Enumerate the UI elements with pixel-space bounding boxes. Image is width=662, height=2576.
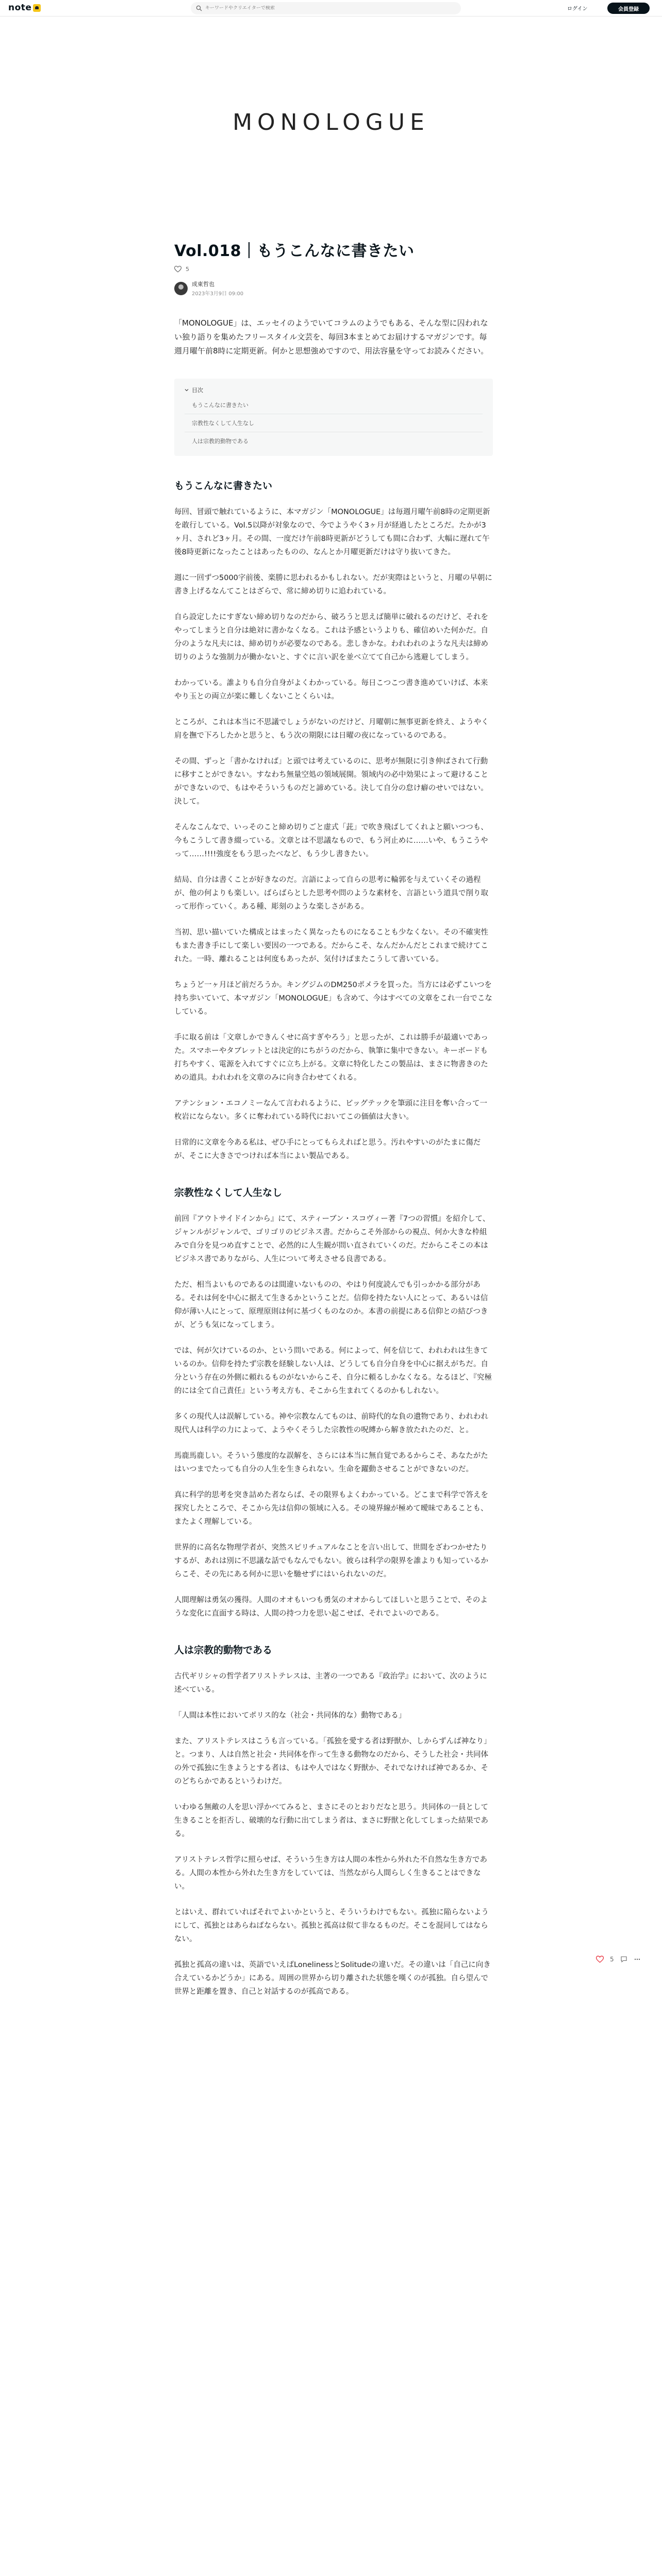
- toc-item[interactable]: もうこんなに書きたい: [185, 396, 483, 414]
- more-icon[interactable]: [634, 1956, 641, 1963]
- toc-label: 目次: [192, 387, 203, 394]
- paragraph: 当初、思い描いていた構成とはまったく異なったものになることも少なくない。その不確実性もまた書き手にして楽しい要因の一つである。だからこそ、なんだかんだとこれまで続けてこれた。一時、離れることは何度もあったが、気付けばまたこうして書いている。: [174, 928, 488, 963]
- paragraph: 孤独と孤高の違いは、英語でいえばLonelinessとSolitudeの違いだ。その違いは「自己に向き合えているかどうか」にある。周囲の世界から切り離された状態を嘆くのが孤独。自ら望んで世界と距離を置き、自己と対話するのが孤高である。: [174, 1961, 491, 1996]
- toc-toggle[interactable]: [185, 386, 483, 394]
- section-heading: 人は宗教的動物である: [174, 1645, 273, 1656]
- like-count: 5: [186, 266, 189, 273]
- logo-badge-icon: [33, 4, 41, 12]
- chevron-down-icon: [185, 388, 189, 392]
- section-heading: 宗教性なくして人生なし: [174, 1187, 283, 1198]
- paragraph: 真に科学的思考を突き詰めた者ならば、その限界もよくわかっている。どこまで科学で答えを探究したところで、そこから先は信仰の領域に入る。その境界線が極めて曖昧であることも、またよく理解している。: [174, 1491, 488, 1526]
- paragraph: 多くの現代人は誤解している。神や宗教なんてものは、前時代的な負の遺物であり、われわれ現代人は科学の力によって、ようやくそうした宗教性の呪縛から解き放たれたのだ、と。: [174, 1413, 488, 1434]
- article-intro: 「MONOLOGUE」は、エッセイのようでいてコラムのようでもある、そんな型に囚われない独り語りを集めたフリースタイル文芸を、毎回3本まとめてお届けするマガジンです。毎週月曜午前8時に定期更新。何かと思想強めですので、用法容量を守ってお読みください。: [174, 318, 489, 355]
- paragraph: 人間理解は勇気の獲得。人間のオオもいつも勇気のオオからしてほしいと思うことで、そのような変化に直面する時は、人間の持つ力を思い起こせば、それでよいのである。: [174, 1596, 488, 1618]
- paragraph: 馬鹿馬鹿しい。そういう態度的な誤解を、さらには本当に無自覚であるからこそ、あなたがたはいつまでたっても自分の人生を生きられない。生命を躍動させることができないのだ。: [174, 1452, 488, 1473]
- paragraph: また、アリストテレスはこうも言っている。「孤独を愛する者は野獣か、しからずんば神なり」と。つまり、人は自然と社会・共同体を作って生きる動物なのだから、そうした社会・共同体の外で孤独に生きようとする者は、もはや人ではなく野獣か、それでなければ神であるか、そのどちらかであるというわけだ。: [174, 1737, 491, 1786]
- paragraph: ところが、これは本当に不思議でしょうがないのだけど、月曜朝に無事更新を終え、ようやく肩を撫で下ろしたかと思うと、もう次の期限には日曜の夜になっているのである。: [174, 718, 489, 740]
- article: [174, 240, 493, 1998]
- table-of-contents: [174, 379, 493, 456]
- paragraph: アリストテレス哲学に照らせば、そういう生き方は人間の本性から外れた不自然な生き方である。人間の本性から外れた生き方をしていては、当然ながら人間らしく生きることはできない。: [174, 1856, 487, 1891]
- paragraph: 古代ギリシャの哲学者アリストテレスは、主著の一つである『政治学』において、次のように述べている。: [174, 1672, 487, 1694]
- heart-icon[interactable]: [174, 266, 181, 273]
- paragraph: 「人間は本性においてポリス的な（社会・共同体的な）動物である」: [174, 1711, 406, 1720]
- paragraph: とはいえ、群れていればそれでよいかというと、そういうわけでもない。孤独に陥らないようにして、孤独とはあらねばならない。孤独と孤高は似て非なるものだ。そこを混同してはならない。: [174, 1908, 489, 1943]
- paragraph: アテンション・エコノミーなんて言われるように、ビッグテックを筆頭に注目を奪い合って一枚岩にならない。多くに奪われている時代においてこの価値は大きい。: [174, 1099, 488, 1121]
- search-icon: [196, 5, 202, 11]
- paragraph: 世界的に高名な物理学者が、突然スピリチュアルなことを言い出して、世間をざわつかせたりするが、あれは別に不思議な話でもなんでもない。彼らは科学の限界を誰よりも知っているからこそ、その先にある何かに思いを馳せずにはいられないのだ。: [174, 1544, 488, 1579]
- login-link[interactable]: ログイン: [567, 6, 588, 12]
- paragraph: その間、ずっと「書かなければ」と頭では考えているのに、思考が無限に引き伸ばされて行動に移すことができない。すなわち無量空処の領域展開。領域内の必中効果によって避けることができないので、もはやそういうものだと諦めている。決して自分の怠け癖のせいではない。決して。: [174, 757, 488, 806]
- like-row: [174, 266, 493, 273]
- paragraph: 手に取る前は「文章しかできんくせに高すぎやろう」と思ったが、これは勝手が最適いであった。スマホーやタブレットとは決定的にちがうのだから、執筆に集中できない。キーボードも打ちやすく、電源を入れてすぐに立ち上がる。文章に特化したこの製品は、まさに物書きのための道具。われわれを文章のみに向き合わせてくれる。: [174, 1033, 488, 1082]
- paragraph: 毎回、冒頭で触れているように、本マガジン「MONOLOGUE」は毎週月曜午前8時の定期更新を敢行している。Vol.5以降が対象なので、今でようやく3ヶ月が経過したところだ。たかが3ヶ月、されど3ヶ月。その間、一度だけ午前8時更新がどうしても間に合わず、大幅に遅れて午後8時更新になったことはあったものの、なんとか月曜更新だけは守り抜いてきた。: [174, 508, 490, 556]
- paragraph: ただ、相当よいものであるのは間違いないものの、やはり何度読んでも引っかかる部分がある。それは何を中心に据えて生きるかということだ。信仰を持たない人にとって、あるいは信仰が薄い人にとって、原理原則は何に基づくものなのか。本書の前提にある信仰との結びつきが、どうも気になってしまう。: [174, 1281, 488, 1329]
- cover-masthead: MONOLOGUE: [233, 109, 429, 135]
- signup-button[interactable]: 会員登録: [607, 3, 650, 14]
- comment-icon[interactable]: [620, 1956, 627, 1963]
- toc-item[interactable]: 人は宗教的動物である: [192, 438, 249, 445]
- global-header: [0, 0, 662, 16]
- paragraph: 自ら設定したにすぎない締め切りなのだから、破ろうと思えば簡単に破れるのだけど、それをやってしまうと自分は絶対に書かなくなる。これは予感というよりも、確信めいた何かだ。自分のような凡夫には、締め切りが必要なのである。悲しきかな。われわれのような凡夫は締め切りのような強制力が働かないと、すぐに言い訳を並べ立てて自己から逃避してしまう。: [174, 613, 488, 662]
- author-name[interactable]: 成東哲也: [192, 281, 214, 287]
- paragraph: わかっている。誰よりも自分自身がよくわかっている。毎日こつこつ書き進めていけば、本来やり玉との両立が楽に難しくないことくらいは。: [174, 679, 488, 701]
- search-box[interactable]: [191, 2, 461, 14]
- note-logo[interactable]: [8, 3, 41, 13]
- section-heading: もうこんなに書きたい: [174, 480, 273, 492]
- search-input[interactable]: [205, 6, 422, 11]
- paragraph: 日常的に文章を今ある私は、ぜひ手にとってもらえればと思う。汚れやすいのがたまに傷だが、そこに大きさでつければ本当によい製品である。: [174, 1139, 481, 1160]
- paragraph: 結局、自分は書くことが好きなのだ。言語によって自らの思考に輪郭を与えていくその過程が、他の何よりも楽しい。ばらばらとした思考や問のような素材を、言語という道具で削り取って形作っていく。ある種、彫刻のような楽しさがある。: [174, 876, 488, 911]
- paragraph: では、何が欠けているのか、という問いである。何によって、何を信じて、われわれは生きているのか。信仰を持たず宗教を経験しない人は、どうしても自分自身を中心に据えがちだ。自分という存在の外側に頼れるものがないからこそ、自分に頼るしかなくなる。なるほど、『究極的には全て自己責任』という考え方も、そこから生まれてくるのかもしれない。: [174, 1347, 492, 1395]
- toc-item[interactable]: 宗教性なくして人生なし: [185, 414, 483, 432]
- paragraph: 週に一回ずつ5000字前後、楽勝に思われるかもしれない。だが実際はというと、月曜の早朝に書き上げるなんてことはざらで、常に締め切りに追われている。: [174, 574, 492, 596]
- publish-date: 2023年3月9日 09:00: [192, 291, 244, 297]
- paragraph: ちょうど一ヶ月ほど前だろうか。キングジムのDM250ポメラを買った。当方には必ずこいつを持ち歩いていて、本マガジン「MONOLOGUE」も含めて、今はすべての文章をこれ一台でこなしている。: [174, 981, 492, 1016]
- author-avatar[interactable]: [174, 282, 188, 295]
- floating-like-count: 5: [610, 1956, 614, 1963]
- floating-action-bar: [596, 1956, 641, 1963]
- paragraph: 前回『アウトサイドインから』にて、スティーブン・スコヴィー著『7つの習慣』を紹介して、ジャンルがジャンルで、ゴリゴリのビジネス書。だからこそ外部からの視点、何か大きな枠組みで自分を見つめ直すことで、必然的に人生観が問い直されていくのだ。だからこそこの本はビジネス書でありながら、人生について考えさせる良書である。: [174, 1215, 490, 1263]
- logo-text: note: [8, 3, 32, 13]
- article-title: Vol.018｜もうこんなに書きたい: [174, 242, 415, 260]
- author-block[interactable]: [174, 280, 493, 297]
- heart-icon[interactable]: [596, 1956, 604, 1963]
- paragraph: いわゆる無敵の人を思い浮かべてみると、まさにそのとおりだなと思う。共同体の一員として生きることを拒否し、破壊的な行動に出てしまう者は、まさに野獣と化してしまった結果である。: [174, 1803, 488, 1838]
- paragraph: そんなこんなで、いっそのこと締め切りごと虚式「茈」で吹き飛ばしてくれよと願いつつも、今もこうして書き綴っている。文章とは不思議なもので、もう河止めに……いや、もうこうやって……!!!!強度をもう思ったべなど、もう少し書きたい。: [174, 823, 488, 858]
